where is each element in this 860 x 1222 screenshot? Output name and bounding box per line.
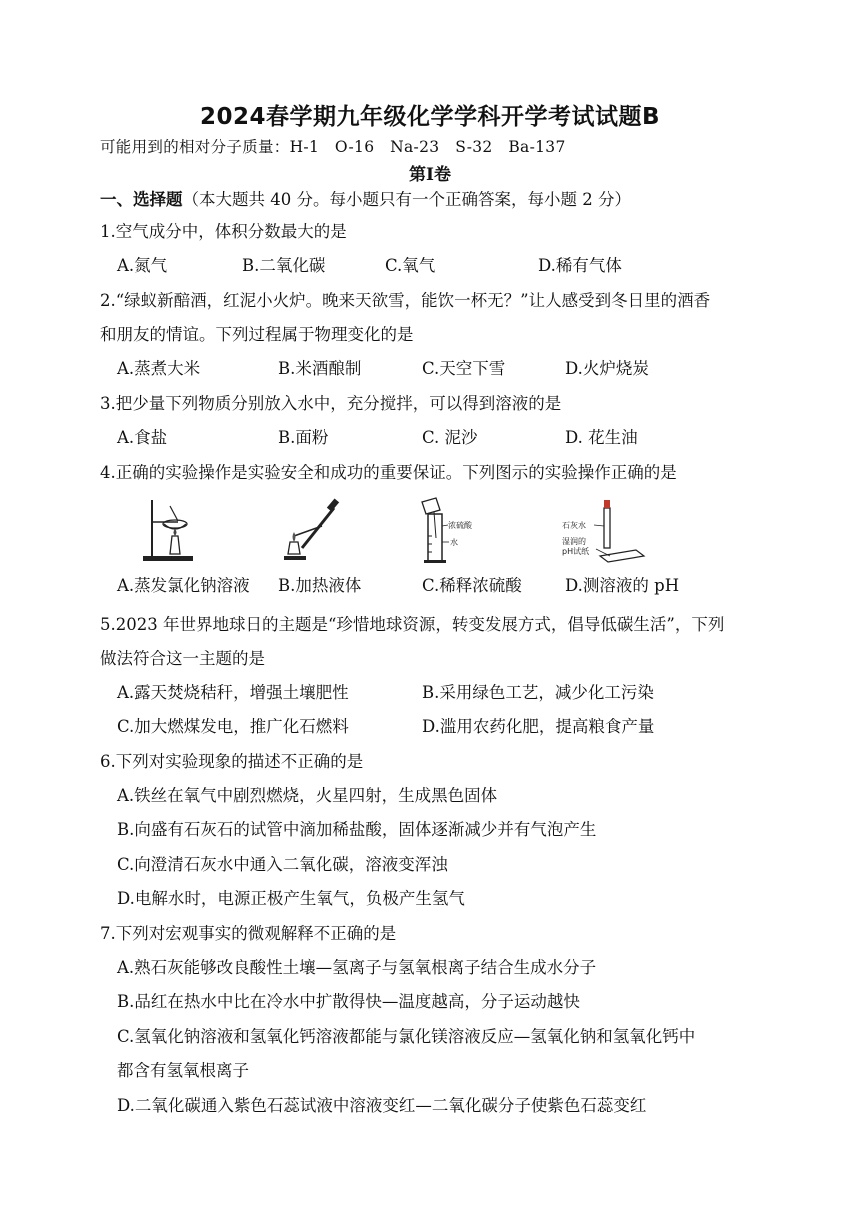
q2-option-a: A.蒸煮大米	[117, 359, 201, 378]
q6-option-b: B.向盛有石灰石的试管中滴加稀盐酸，固体逐渐减少并有气泡产生	[117, 820, 597, 839]
label-limewater: 石灰水	[562, 521, 586, 530]
q6-option-d: D.电解水时，电源正极产生氧气，负极产生氢气	[117, 889, 465, 908]
question-6-stem: 6.下列对实验现象的描述不正确的是	[100, 752, 364, 771]
q5-option-d: D.滥用农药化肥，提高粮食产量	[422, 717, 655, 736]
q7-option-a: A.熟石灰能够改良酸性土壤—氢离子与氢氧根离子结合生成水分子	[117, 958, 597, 977]
q2-option-c: C.天空下雪	[422, 359, 506, 378]
q3-option-c: C. 泥沙	[422, 428, 478, 447]
q3-option-a: A.食盐	[117, 428, 168, 447]
q1-option-d: D.稀有气体	[538, 256, 622, 275]
evaporation-apparatus-figure	[140, 496, 200, 566]
q1-option-c: C.氧气	[385, 256, 436, 275]
label-water: 水	[450, 538, 458, 547]
q7-option-c-continued: 都含有氢氧根离子	[117, 1061, 249, 1080]
q1-option-a: A.氮气	[117, 256, 168, 275]
q4-option-a: A.蒸发氯化钠溶液	[117, 576, 250, 595]
molar-mass-line: 可能用到的相对分子质量：H-1 O-16 Na-23 S-32 Ba-137	[100, 138, 566, 156]
question-1-stem: 1.空气成分中，体积分数最大的是	[100, 222, 347, 241]
label-concentrated-sulfuric-acid: 浓硫酸	[448, 521, 472, 530]
label-moist: 湿润的	[562, 537, 586, 546]
q5-option-b: B.采用绿色工艺，减少化工污染	[422, 683, 654, 702]
q4-option-c: C.稀释浓硫酸	[422, 576, 522, 595]
q4-option-d: D.测溶液的 pH	[565, 576, 680, 595]
q7-option-c: C.氢氧化钠溶液和氢氧化钙溶液都能与氯化镁溶液反应—氢氧化钠和氢氧化钙中	[117, 1027, 696, 1046]
section-heading: 一、选择题	[100, 190, 183, 209]
question-7-stem: 7.下列对宏观事实的微观解释不正确的是	[100, 924, 397, 943]
q4-option-b: B.加热液体	[278, 576, 362, 595]
q3-option-b: B.面粉	[278, 428, 329, 447]
q3-option-d: D. 花生油	[565, 428, 638, 447]
question-3-stem: 3.把少量下列物质分别放入水中，充分搅拌，可以得到溶液的是	[100, 394, 562, 413]
label-ph-paper: pH试纸	[562, 547, 590, 556]
question-5-stem-line1: 5.2023 年世界地球日的主题是“珍惜地球资源，转变发展方式，倡导低碳生活”，下列	[100, 615, 725, 634]
section-note: （本大题共 40 分。每小题只有一个正确答案，每小题 2 分）	[182, 190, 631, 209]
volume-heading: 第Ⅰ卷	[409, 165, 451, 185]
q6-option-a: A.铁丝在氧气中剧烈燃烧，火星四射，生成黑色固体	[117, 786, 498, 805]
question-2-stem-line2: 和朋友的情谊。下列过程属于物理变化的是	[100, 325, 414, 344]
exam-title: 2024春学期九年级化学学科开学考试试题B	[199, 104, 661, 130]
section-heading-line	[100, 189, 631, 211]
q1-option-b: B.二氧化碳	[242, 256, 326, 275]
dilute-sulfuric-acid-figure	[418, 496, 488, 566]
q5-option-a: A.露天焚烧秸秆，增强土壤肥性	[117, 683, 349, 702]
q7-option-b: B.品红在热水中比在冷水中扩散得快—温度越高，分子运动越快	[117, 992, 580, 1011]
question-4-stem: 4.正确的实验操作是实验安全和成功的重要保证。下列图示的实验操作正确的是	[100, 463, 677, 482]
q2-option-d: D.火炉烧炭	[565, 359, 649, 378]
question-5-stem-line2: 做法符合这一主题的是	[100, 649, 265, 668]
question-2-stem-line1: 2.“绿蚁新醅酒，红泥小火炉。晚来天欲雪，能饮一杯无？”让人感受到冬日里的酒香	[100, 291, 711, 310]
q5-option-c: C.加大燃煤发电，推广化石燃料	[117, 717, 349, 736]
q6-option-c: C.向澄清石灰水中通入二氧化碳，溶液变浑浊	[117, 855, 448, 874]
heating-liquid-figure	[272, 496, 352, 566]
q2-option-b: B.米酒酿制	[278, 359, 362, 378]
q7-option-d: D.二氧化碳通入紫色石蕊试液中溶液变红—二氧化碳分子使紫色石蕊变红	[117, 1096, 647, 1115]
ph-test-figure	[560, 496, 650, 566]
